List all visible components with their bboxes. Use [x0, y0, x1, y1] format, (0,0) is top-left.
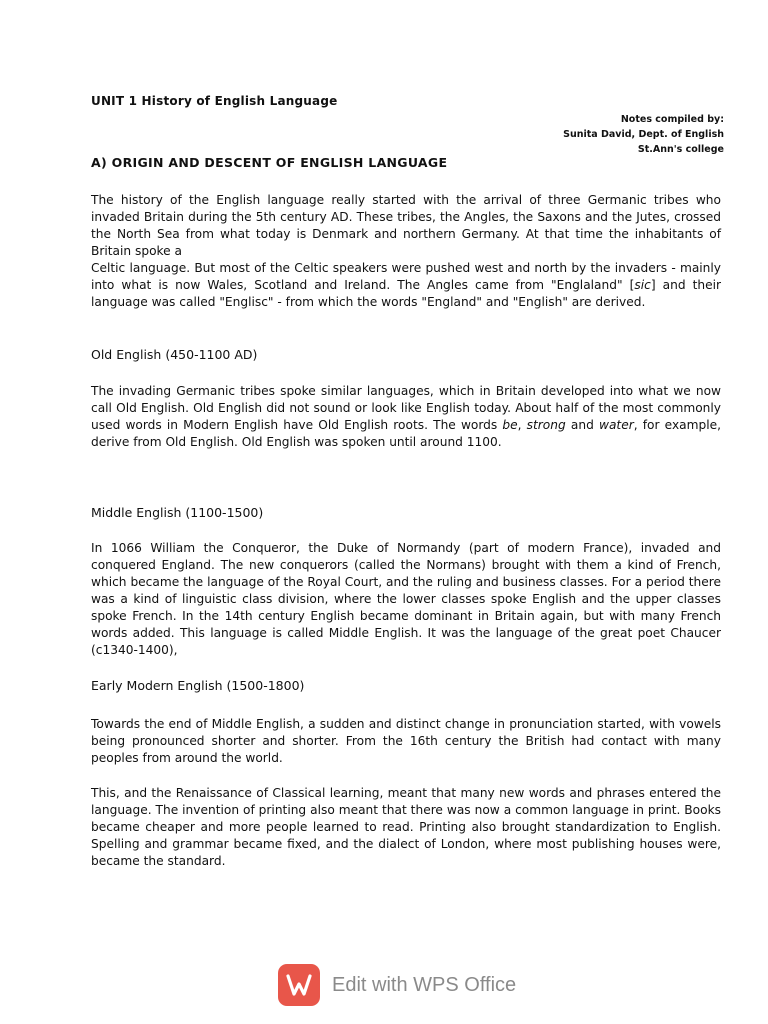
intro-paragraph: [91, 192, 721, 311]
unit-title: UNIT 1 History of English Language: [91, 94, 338, 108]
old-english-text: [91, 383, 721, 451]
renaissance-paragraph: [91, 785, 721, 870]
italic-word: strong: [526, 418, 566, 432]
notes-line: Sunita David, Dept. of English: [563, 129, 724, 140]
middle-english-paragraph: [91, 540, 721, 659]
wps-logo-glyph: [285, 972, 313, 998]
notes-line: St.Ann's college: [637, 144, 724, 155]
notes-credit: [563, 112, 724, 157]
intro-text-part: Celtic language. But most of the Celtic speakers were pushed west and north by the invaders - mainly into what is now Wales, Scotland and Ireland. The Angles came from "Englaland" [: [91, 261, 721, 292]
italic-word: water: [598, 418, 634, 432]
old-english-paragraph: [91, 383, 721, 451]
renaissance-text: This, and the Renaissance of Classical learning, meant that many new words and phrases entered the language. The invention of printing also meant that there was now a common language in print. Books became cheaper and more people learned to read. Printing also brought standardization to English. Spelling and grammar became fixed, and the dialect of London, where most publishing houses were, became the standard.: [91, 786, 721, 868]
sic-italic: sic: [634, 278, 651, 292]
middle-english-heading: Middle English (1100-1500): [91, 505, 264, 520]
wps-edit-banner[interactable]: [278, 964, 516, 1006]
notes-line: Notes compiled by:: [620, 114, 724, 125]
early-modern-text: Towards the end of Middle English, a sudden and distinct change in pronunciation started, with vowels being pronounced shorter and shorter. From the 16th century the British had contact with many peoples from around the world.: [91, 717, 721, 765]
section-title: A) ORIGIN AND DESCENT OF ENGLISH LANGUAGE: [91, 155, 448, 170]
early-modern-paragraph: [91, 716, 721, 767]
italic-word: be: [502, 418, 518, 432]
text-part: , for example, derive from Old English. Old English was spoken until around 1100.: [91, 418, 721, 449]
text-part: The invading Germanic tribes spoke similar languages, which in Britain developed into what we now call Old English. Old English did not sound or look like English today. About half of the most commonly used words in Modern English have Old English roots. The words: [91, 384, 721, 432]
intro-text-part: ] and their language was called "Englisc" - from which the words "England" and "English" are derived.: [91, 278, 721, 309]
intro-text: The history of the English language really started with the arrival of three Germanic tribes who invaded Britain during the 5th century AD. These tribes, the Angles, the Saxons and the Jutes, crossed the North Sea from what today is Denmark and northern Germany. At that time the inhabitants of Britain spoke a: [91, 193, 721, 258]
wps-edit-label[interactable]: Edit with WPS Office: [332, 973, 517, 996]
early-modern-heading: Early Modern English (1500-1800): [91, 678, 305, 693]
text-part: ,: [517, 418, 527, 432]
intro-text-continued: [91, 260, 721, 311]
middle-english-text: In 1066 William the Conqueror, the Duke of Normandy (part of modern France), invaded and conquered England. The new conquerors (called the Normans) brought with them a kind of French, which became the language of the Royal Court, and the ruling and business classes. For a period there was a kind of linguistic class division, where the lower classes spoke English and the upper classes spoke French. In the 14th century English became dominant in Britain again, but with many French words added. This language is called Middle English. It was the language of the great poet Chaucer (c1340-1400),: [91, 541, 721, 657]
wps-logo-icon: [278, 964, 320, 1006]
text-part: and: [565, 418, 599, 432]
old-english-heading: Old English (450-1100 AD): [91, 347, 258, 362]
